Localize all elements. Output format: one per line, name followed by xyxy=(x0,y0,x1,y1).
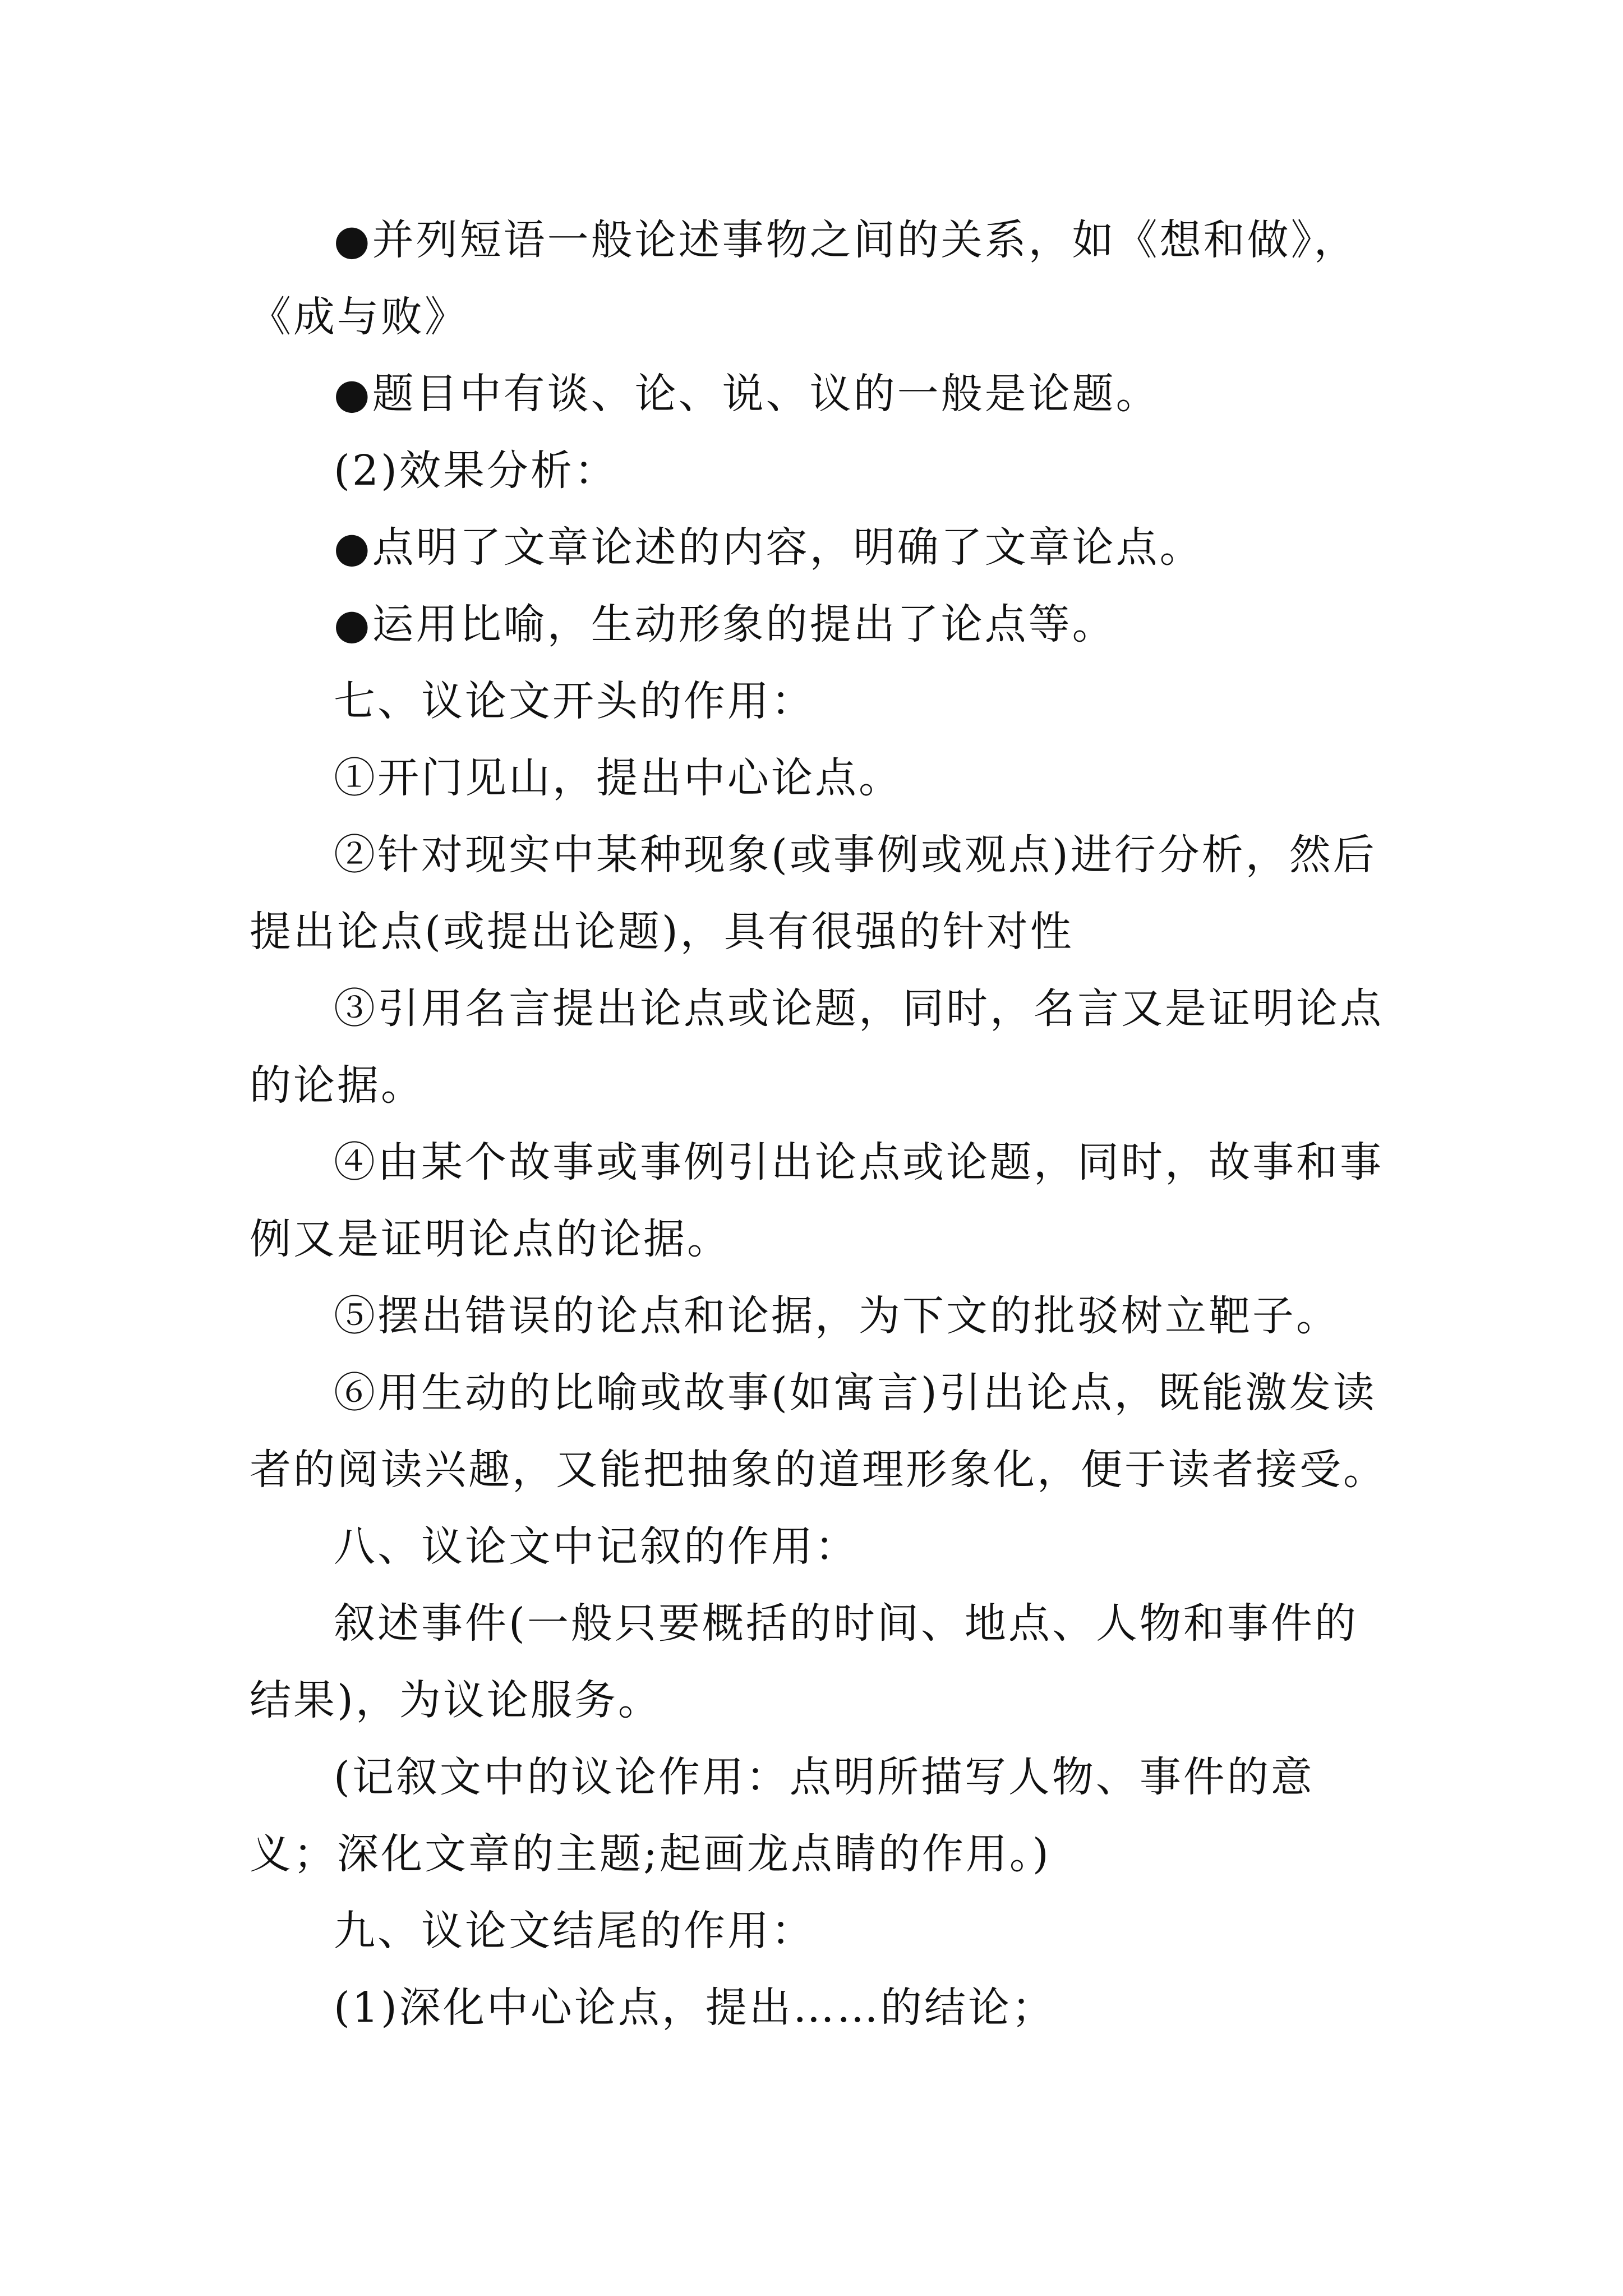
paragraph-opening-6: ⑥用生动的比喻或故事(如寓言)引出论点，既能激发读者的阅读兴趣，又能把抽象的道理形象化，便于读者接受。 xyxy=(250,1369,1387,1494)
paragraph-parallel-phrase: ●并列短语一般论述事物之间的关系，如《想和做》，《成与败》 xyxy=(250,216,1358,341)
document-body xyxy=(250,202,1399,2046)
paragraph-effect-1: ●点明了文章论述的内容，明确了文章论点。 xyxy=(334,523,1204,572)
paragraph-opening-5: ⑤摆出错误的论点和论据，为下文的批驳树立靶子。 xyxy=(334,1292,1340,1340)
paragraph-opening-3: ③引用名言提出论点或论题，同时，名言又是证明论点的论据。 xyxy=(250,984,1384,1110)
paragraph-opening-2: ②针对现实中某种现象(或事例或观点)进行分析，然后提出论点(或提出论题)，具有很强的针对性 xyxy=(250,831,1377,956)
section-heading-narration: 八、议论文中记叙的作用： xyxy=(334,1522,859,1571)
paragraph-effect-2: ●运用比喻，生动形象的提出了论点等。 xyxy=(334,600,1116,648)
paragraph-narration-2: (记叙文中的议论作用：点明所描写人物、事件的意义；深化文章的主题;起画龙点睛的作用。) xyxy=(250,1753,1315,1878)
paragraph-topic-words: ●题目中有谈、论、说、议的一般是论题。 xyxy=(334,370,1160,418)
paragraph-narration-1: 叙述事件(一般只要概括的时间、地点、人物和事件的结果)，为议论服务。 xyxy=(250,1599,1358,1724)
paragraph-ending-1: (1)深化中心论点，提出……的结论； xyxy=(334,1984,1055,2032)
section-heading-opening: 七、议论文开头的作用： xyxy=(334,677,815,725)
paragraph-opening-1: ①开门见山，提出中心论点。 xyxy=(334,754,902,802)
paragraph-opening-4: ④由某个故事或事例引出论点或论题，同时，故事和事例又是证明论点的论据。 xyxy=(250,1138,1384,1263)
section-heading-ending: 九、议论文结尾的作用： xyxy=(334,1907,815,1955)
paragraph-effect-heading: (2)效果分析： xyxy=(334,447,618,495)
